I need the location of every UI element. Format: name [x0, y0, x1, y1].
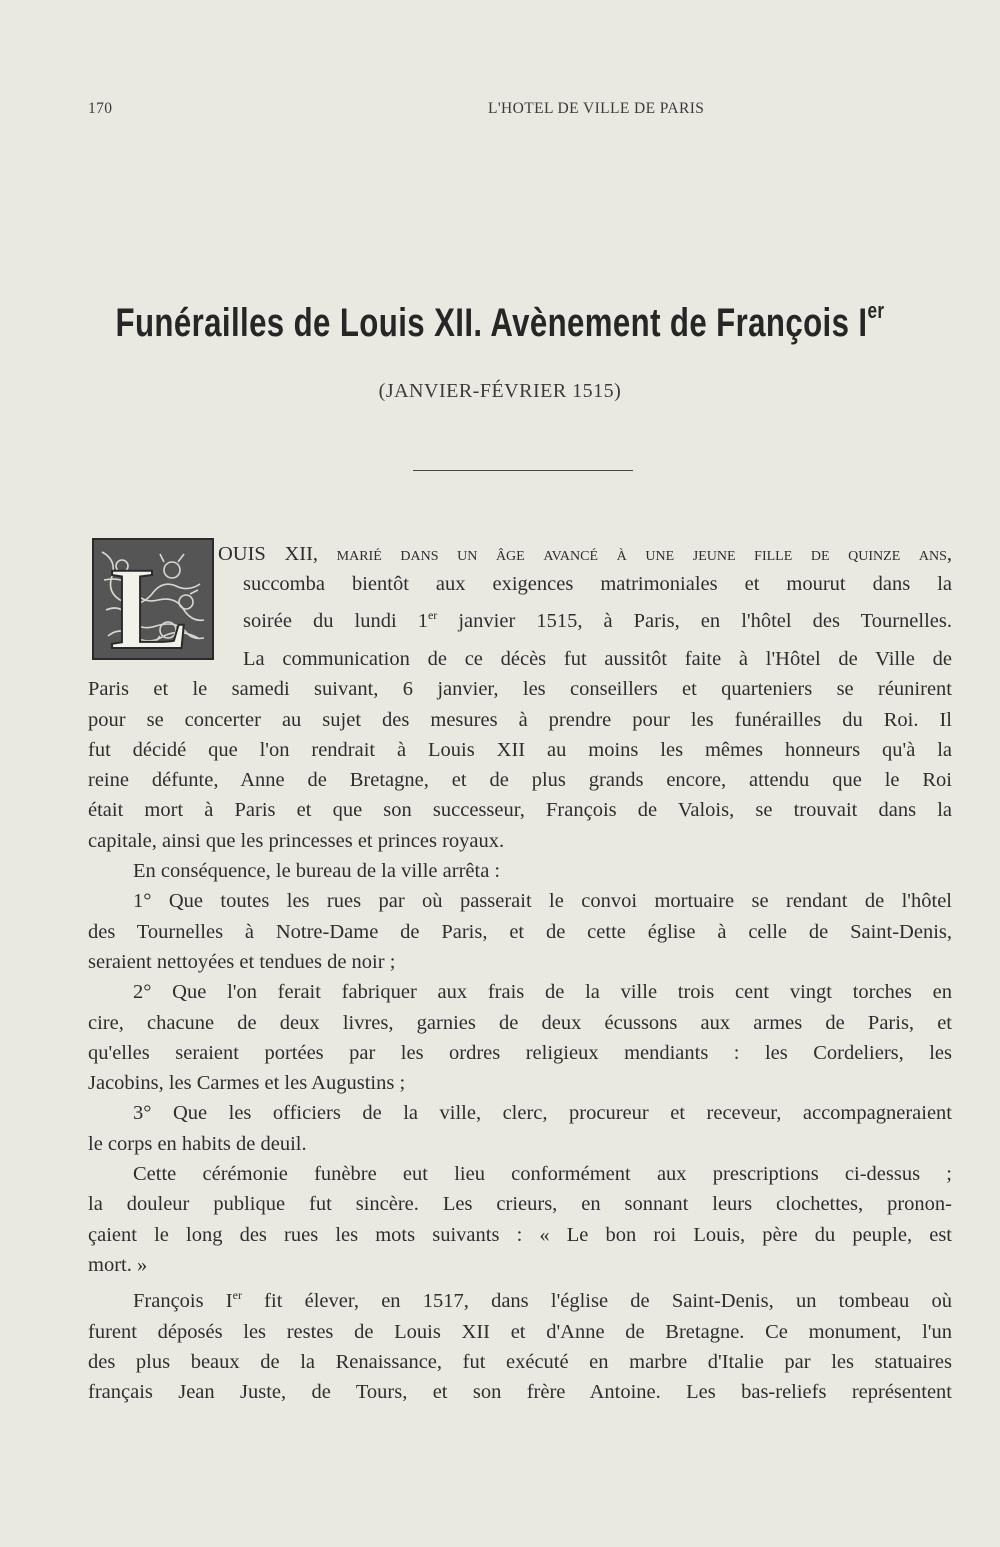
text-line [218, 539, 952, 569]
text-line: çaient le long des rues les mots suivants : « Le bon roi Louis, père du peuple, est [88, 1223, 952, 1246]
page-number: 170 [88, 100, 113, 117]
text-line: le corps en habits de deuil. [88, 1132, 307, 1155]
section-rule [413, 470, 633, 471]
text-line: la douleur publique fut sincère. Les crieurs, en sonnant leurs clochettes, pronon- [88, 1193, 952, 1216]
text-line: seraient nettoyées et tendues de noir ; [88, 950, 396, 973]
text-line: La communication de ce décès fut aussitôt faite à l'Hôtel de Ville de [243, 648, 952, 670]
text-line: fut décidé que l'on rendrait à Louis XII au moins les mêmes honneurs qu'à la [88, 738, 952, 761]
text-line [88, 1280, 952, 1316]
text-line: reine défunte, Anne de Bretagne, et de plus grands encore, attendu que le Roi [88, 769, 952, 792]
chapter-dateline: (JANVIER-FÉVRIER 1515) [378, 380, 622, 402]
text-line: furent déposés les restes de Louis XII et d'Anne de Bretagne. Ce monument, l'un [88, 1320, 952, 1343]
chapter-title-text: Funérailles de Louis XII. Avènement de François I [115, 301, 868, 345]
text-line: Paris et le samedi suivant, 6 janvier, les conseillers et quarteniers se réunirent [88, 678, 952, 701]
line-25-sup: er [232, 1288, 242, 1303]
text-line: succomba bientôt aux exigences matrimoniales et mourut dans la [243, 573, 952, 596]
line-3-sup: er [427, 607, 438, 622]
text-line [243, 600, 952, 636]
text-line: Cette cérémonie funèbre eut lieu conformément aux prescriptions ci-dessus ; [133, 1163, 952, 1186]
text-line: 2° Que l'on ferait fabriquer aux frais de la ville trois cent vingt torches en [133, 981, 952, 1004]
chapter-title-sup: er [867, 298, 885, 323]
running-title: L'HOTEL DE VILLE DE PARIS [488, 100, 705, 117]
line-3b: janvier 1515, à Paris, en l'hôtel des Tournelles. [437, 609, 952, 632]
opening-lines [88, 539, 952, 636]
text-line: des plus beaux de la Renaissance, fut exécuté en marbre d'Italie par les statuaires [88, 1350, 952, 1373]
text-line: 1° Que toutes les rues par où passerait le convoi mortuaire se rendant de l'hôtel [133, 890, 952, 913]
text-line: Jacobins, les Carmes et les Augustins ; [88, 1072, 406, 1095]
text-line: français Jean Juste, de Tours, et son frère Antoine. Les bas-reliefs représentent [88, 1381, 952, 1404]
line-1: OUIS XII, marié dans un âge avancé à une jeune fille de quinze ans, [218, 543, 952, 565]
line-25a: François I [133, 1290, 233, 1313]
text-line: des Tournelles à Notre-Dame de Paris, et de cette église à celle de Saint-Denis, [88, 920, 952, 943]
text-line: était mort à Paris et que son successeur, François de Valois, se trouvait dans la [88, 799, 952, 822]
body-text [88, 644, 952, 1407]
text-line: En conséquence, le bureau de la ville arrêta : [133, 860, 501, 883]
text-line: cire, chacune de deux livres, garnies de deux écussons aux armes de Paris, et [88, 1011, 952, 1034]
dropcap-letter: L [110, 543, 189, 658]
text-line: 3° Que les officiers de la ville, clerc, procureur et receveur, accompagneraient [133, 1102, 952, 1125]
line-3a: soirée du lundi 1 [243, 609, 428, 632]
text-line: qu'elles seraient portées par les ordres religieux mendiants : les Cordeliers, les [88, 1041, 952, 1064]
chapter-title [110, 298, 890, 346]
text-line: pour se concerter au sujet des mesures à prendre pour les funérailles du Roi. Il [88, 708, 952, 731]
text-line: capitale, ainsi que les princesses et princes royaux. [88, 829, 505, 852]
line-25b: fit élever, en 1517, dans l'église de Saint-Denis, un tombeau où [241, 1290, 952, 1313]
running-header [88, 100, 960, 128]
text-line: mort. » [88, 1253, 148, 1276]
